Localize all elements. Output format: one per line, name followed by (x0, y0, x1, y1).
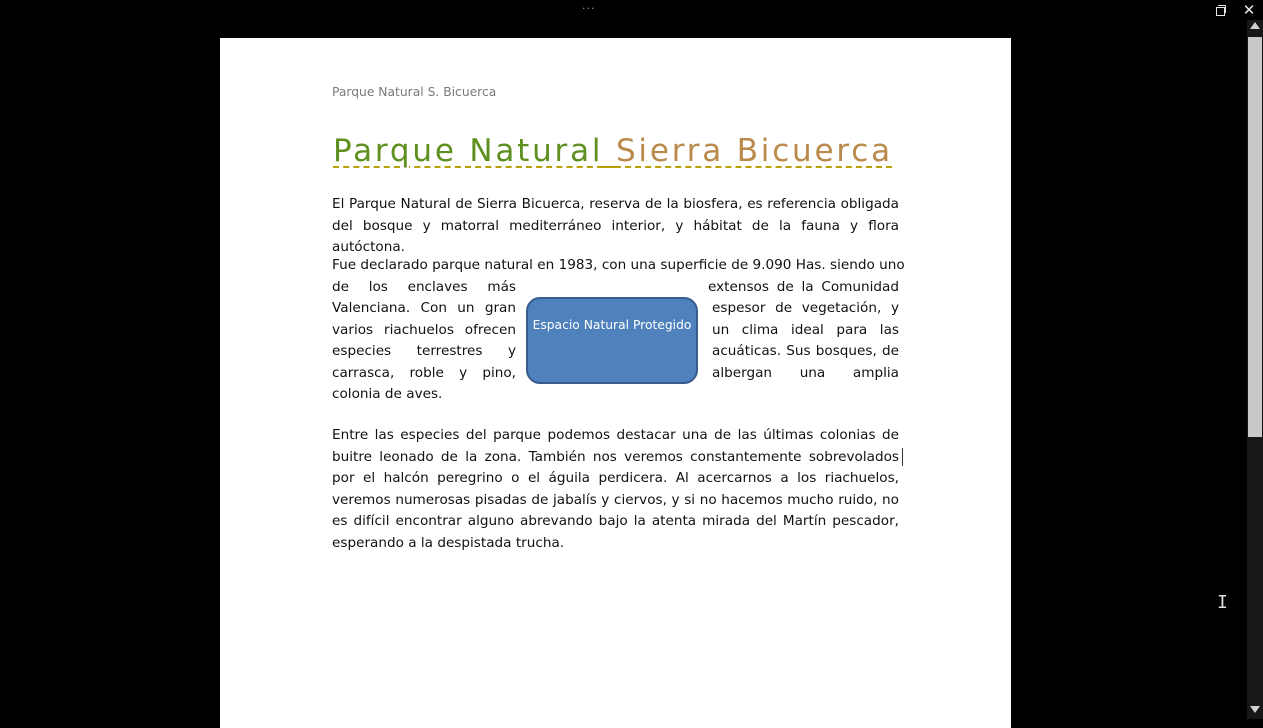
paragraph-3: Entre las especies del parque podemos destacar una de las últimas colonias de buitre leonado de la zona. También nos veremos constantemente sobrevolados por el halcón peregrino o el águila perdicera. Al acercarnos a los riachuelos, veremos numerosas pisadas de jabalís y ciervos, y si no hacemos mucho ruido, no es difícil encontrar alguno abrevando bajo la atenta mirada del Martín pescador, esperando a la despistada trucha. (332, 427, 899, 551)
restore-icon[interactable] (1211, 2, 1229, 18)
more-options-icon[interactable]: ··· (582, 2, 596, 15)
wrap-right: albergan una amplia (712, 364, 899, 381)
wrap-right: espesor de vegetación, y (712, 300, 899, 316)
wrap-row (332, 277, 899, 299)
scrollbar-thumb[interactable] (1248, 37, 1262, 437)
title-part-brown: Sierra Bicuerca (615, 133, 893, 169)
paragraph-2-line: Fue declarado parque natural en 1983, con una superficie de 9.090 Has. siendo uno (332, 257, 905, 273)
text-caret (902, 448, 903, 466)
protected-area-shape[interactable]: Espacio Natural Protegido (526, 297, 698, 384)
paragraph-1: El Parque Natural de Sierra Bicuerca, reserva de la biosfera, es referencia obligada del bosque y matorral mediterráneo interior, y hábitat de la fauna y flora autóctona. (332, 196, 899, 255)
window-titlebar (0, 0, 1263, 20)
page-header: Parque Natural S. Bicuerca (332, 85, 497, 99)
close-icon[interactable]: ✕ (1242, 1, 1256, 19)
wrap-right: extensos de la Comunidad (708, 278, 899, 295)
wrap-left: varios riachuelos ofrecen (332, 321, 516, 338)
wrap-left: carrasca, roble y pino, (332, 364, 516, 381)
ibeam-cursor-icon: I (1217, 592, 1228, 613)
document-title (333, 133, 893, 169)
scroll-up-icon[interactable] (1250, 22, 1260, 29)
document-page[interactable] (220, 38, 1011, 728)
wrap-left: Valenciana. Con un gran (332, 300, 516, 316)
wrap-right: acuáticas. Sus bosques, de (712, 343, 899, 359)
wrap-left: de los enclaves más (332, 278, 516, 295)
paragraph-2-last-line: colonia de aves. (332, 386, 443, 402)
scroll-down-icon[interactable] (1250, 706, 1260, 713)
title-part-green: Parque Natural (333, 133, 604, 169)
wrap-right: un clima ideal para las (712, 321, 899, 338)
wrap-left: especies terrestres y (332, 343, 516, 359)
